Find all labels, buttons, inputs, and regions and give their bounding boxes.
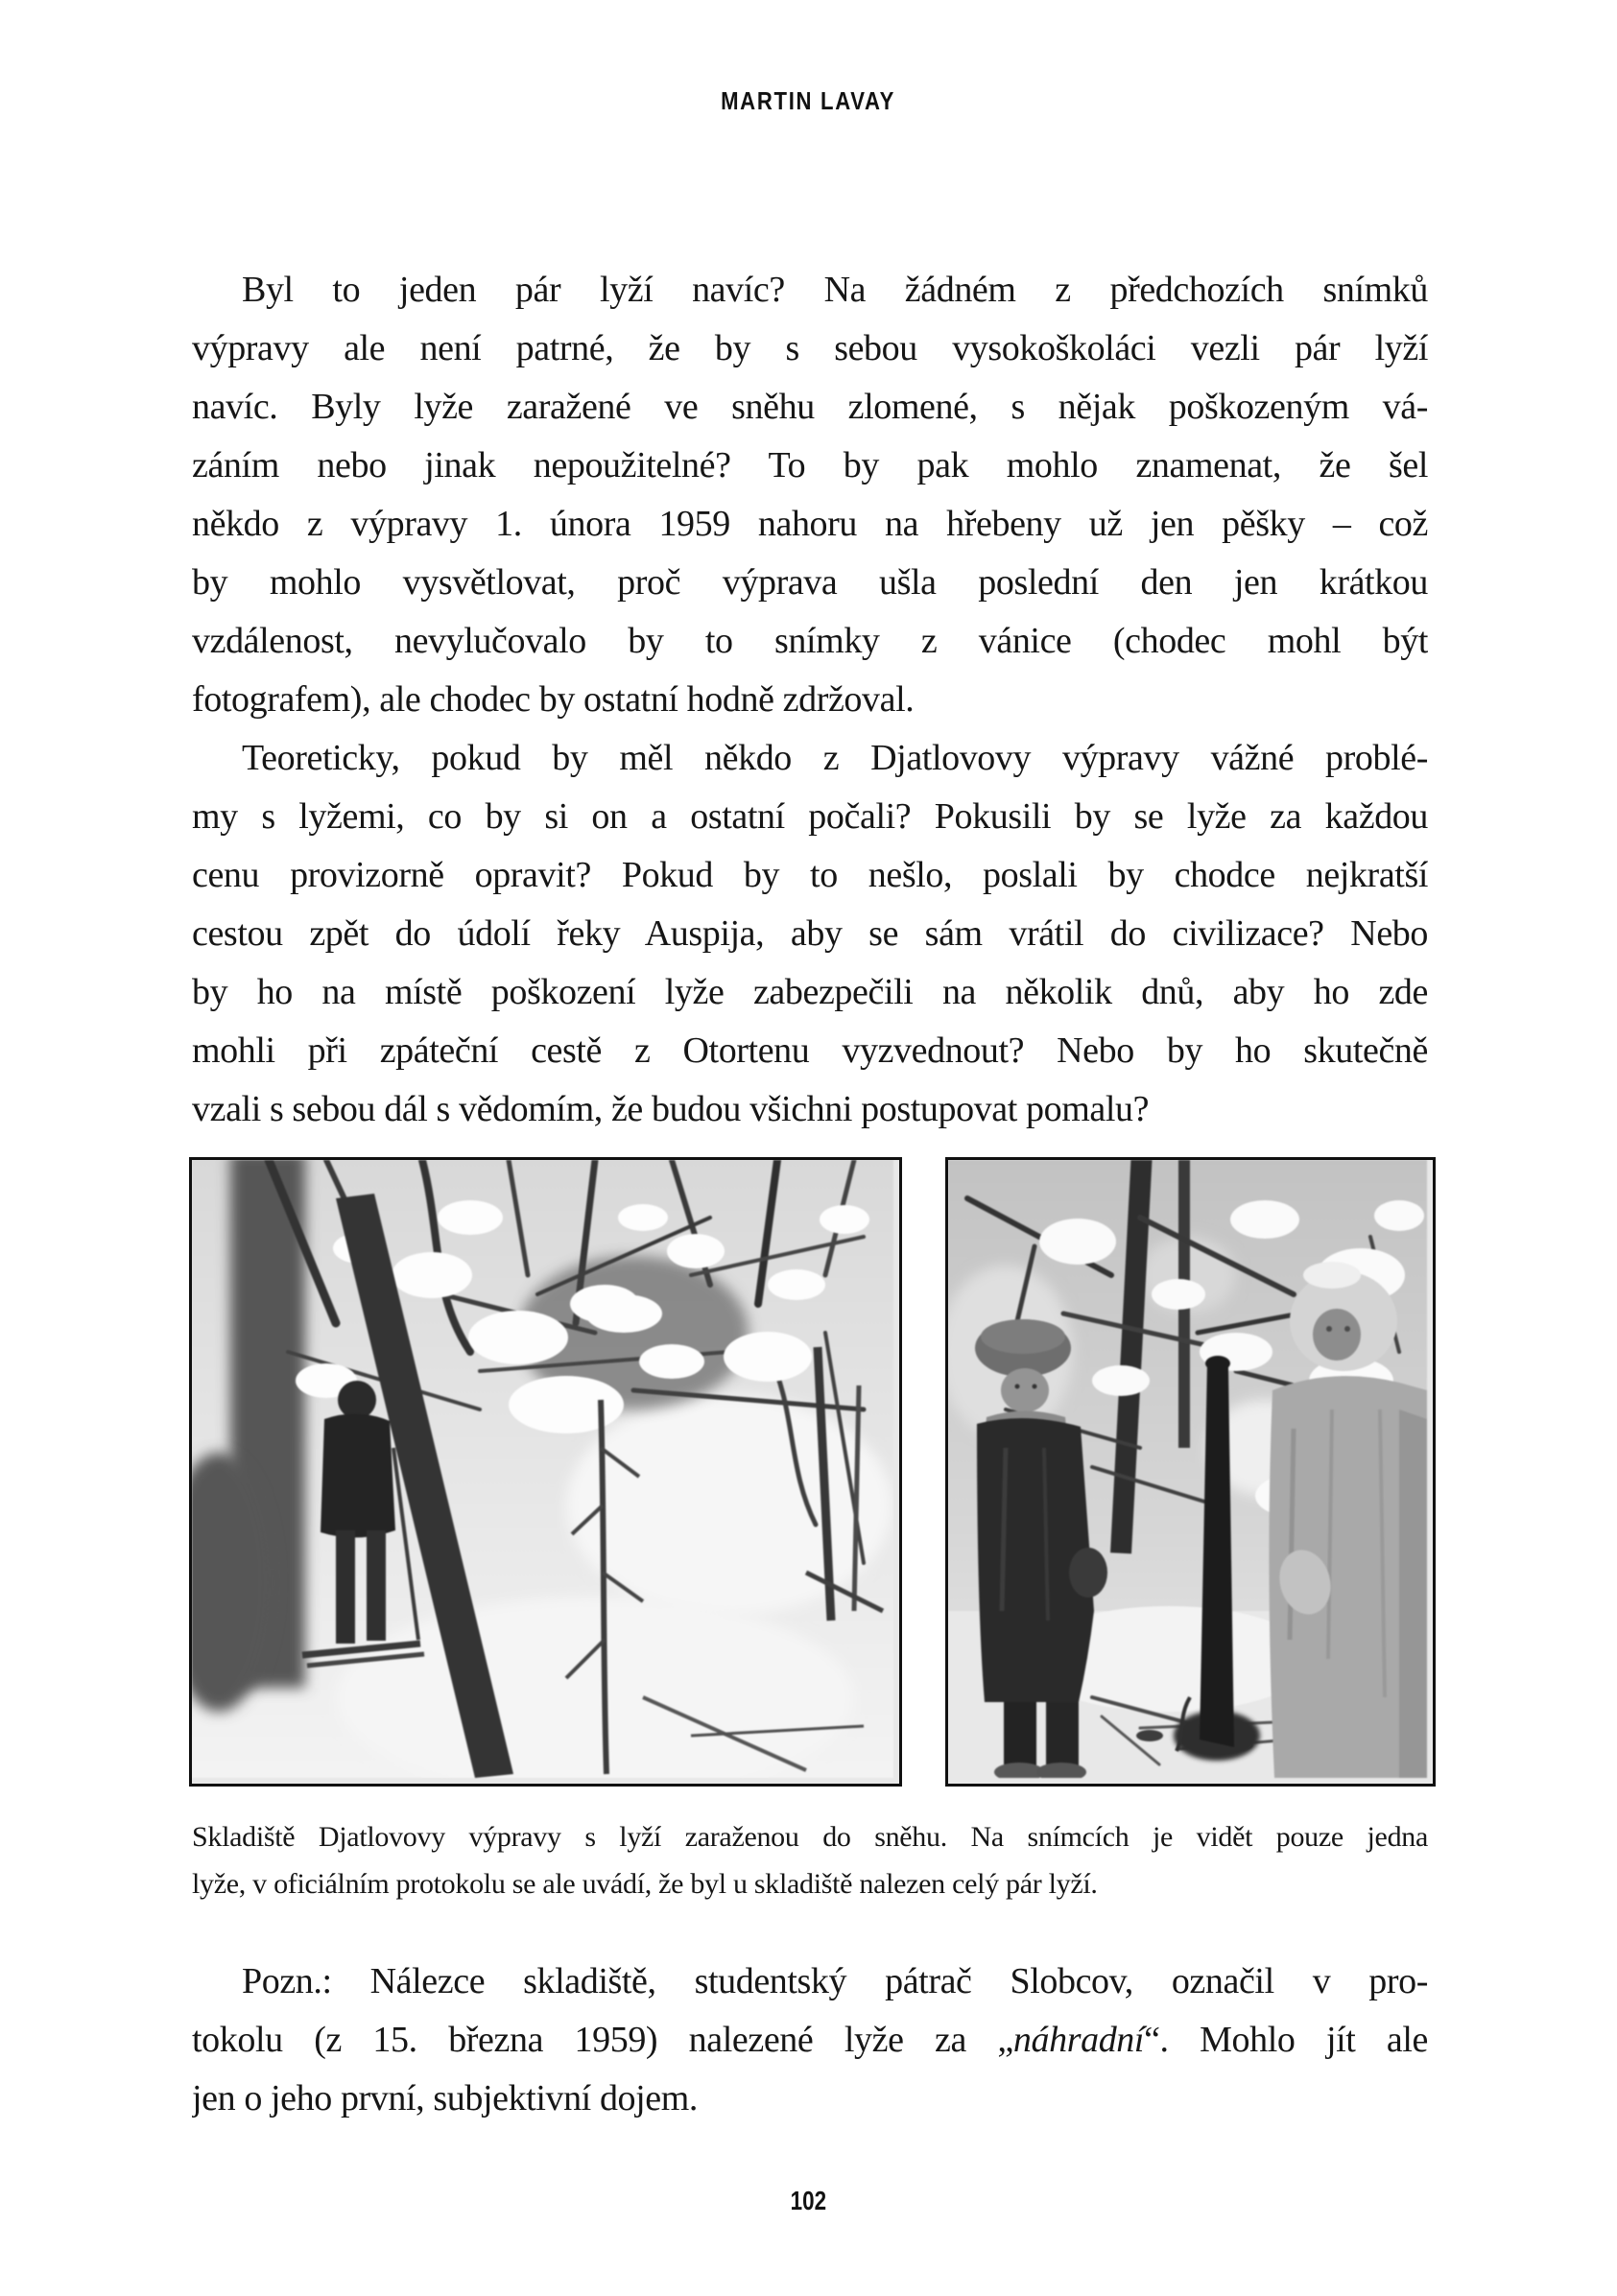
note-line: jen o jeho první, subjektivní dojem. <box>192 2078 699 2118</box>
note-paragraph <box>192 1953 1428 2128</box>
body-text-line: výpravy ale není patrné, že by s sebou vysokoškoláci vezli pár lyží <box>192 328 1428 368</box>
body-text-line: vzali s sebou dál s vědomím, že budou všichni postupovat pomalu? <box>192 1089 1150 1129</box>
body-text-line: by ho na místě poškození lyže zabezpečili na několik dnů, aby ho zde <box>192 972 1428 1012</box>
body-text-line: Teoreticky, pokud by měl někdo z Djatlovovy výpravy vážné problé- <box>242 738 1428 778</box>
note-line <box>192 2011 1428 2070</box>
body-text-line: Byl to jeden pár lyží navíc? Na žádném z předchozích snímků <box>242 270 1428 310</box>
body-text-line: mohli při zpáteční cestě z Otortenu vyzvednout? Nebo by ho skutečně <box>192 1030 1428 1071</box>
photo-right-illustration <box>948 1160 1427 1778</box>
note-line-post: “. Mohlo jít ale <box>1144 2020 1428 2060</box>
page-number: 102 <box>790 2186 827 2215</box>
body-text-line: cestou zpět do údolí řeky Auspija, aby se sám vrátil do civilizace? Nebo <box>192 913 1428 954</box>
caption-line: lyže, v oficiálním protokolu se ale uvádí, že byl u skladiště nalezen celý pár lyží. <box>192 1868 1098 1900</box>
body-text-line: záním nebo jinak nepoužitelné? To by pak mohlo znamenat, že šel <box>192 445 1428 485</box>
photo-caption <box>192 1813 1428 1907</box>
body-text-line: fotografem), ale chodec by ostatní hodně zdržoval. <box>192 679 915 720</box>
note-line-pre: tokolu (z 15. března 1959) nalezené lyže za „ <box>192 2020 1013 2060</box>
photo-searchers-ski-right <box>945 1157 1436 1787</box>
body-text-line: cenu provizorně opravit? Pokud by to nešlo, poslali by chodce nejkratší <box>192 855 1428 895</box>
photo-left-illustration <box>192 1160 893 1778</box>
body-text-line: navíc. Byly lyže zaražené ve sněhu zlomené, s nějak poškozeným vá- <box>192 387 1428 427</box>
caption-line: Skladiště Djatlovovy výpravy s lyží zaraženou do sněhu. Na snímcích je vidět pouze jedna <box>192 1821 1428 1853</box>
body-text <box>192 261 1428 1139</box>
body-text-line: někdo z výpravy 1. února 1959 nahoru na hřebeny už jen pěšky – což <box>192 504 1428 544</box>
body-text-line: my s lyžemi, co by si on a ostatní počali? Pokusili by se lyže za každou <box>192 796 1428 837</box>
note-line-italic: náhradní <box>1012 2020 1145 2060</box>
photo-forest-ski-left <box>189 1157 902 1787</box>
author-name: MARTIN LAVAY <box>721 86 896 115</box>
body-text-line: vzdálenost, nevylučovalo by to snímky z vánice (chodec mohl být <box>192 621 1428 661</box>
note-line: Pozn.: Nálezce skladiště, studentský pátrač Slobcov, označil v pro- <box>242 1961 1428 2001</box>
body-text-line: by mohlo vysvětlovat, proč výprava ušla poslední den jen krátkou <box>192 562 1428 603</box>
running-header <box>0 86 1617 116</box>
